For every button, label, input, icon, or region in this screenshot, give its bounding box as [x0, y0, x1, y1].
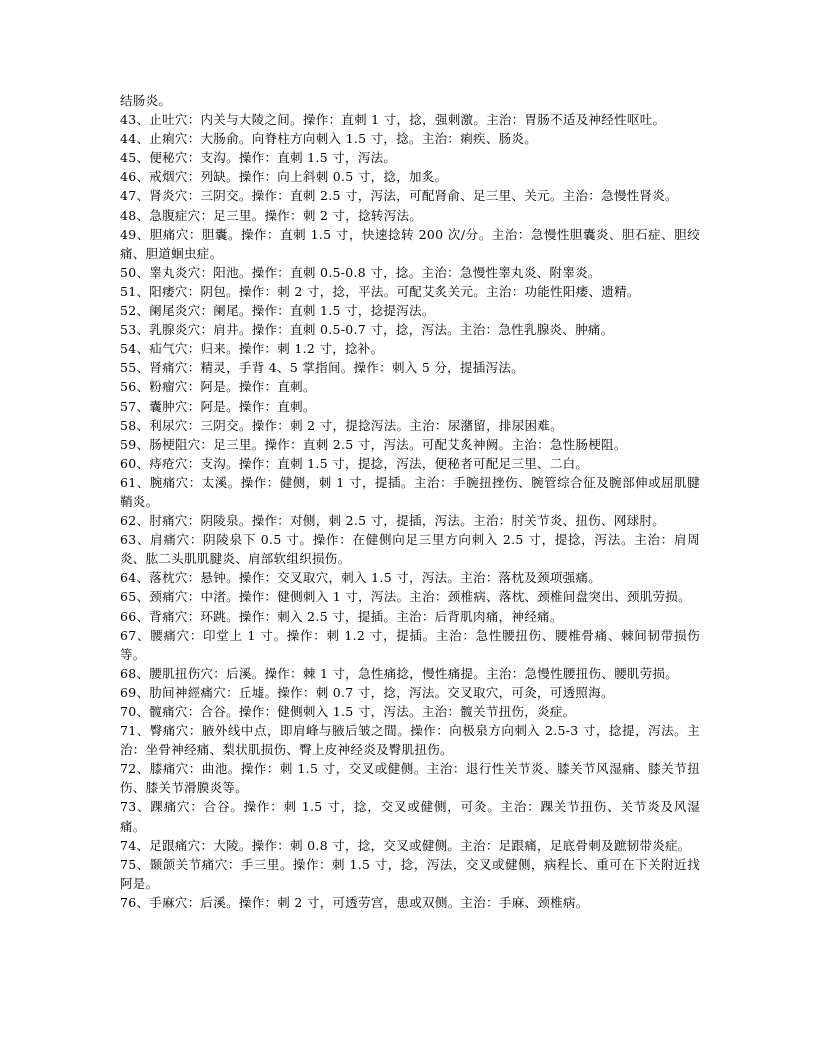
paragraph: 51、阳痿穴：阴包。操作：刺 2 寸，捻，平法。可配艾炙关元。主治：功能性阳痿、遗精。: [120, 283, 640, 299]
paragraph: 50、睾丸炎穴：阳池。操作：直刺 0.5-0.8 寸，捻。主治：急慢性睾丸炎、附睾炎。: [120, 264, 601, 280]
paragraph: 45、便秘穴：支沟。操作：直刺 1.5 寸，泻法。: [120, 150, 397, 166]
paragraph: 43、止吐穴：内关与大陵之间。操作：直刺 1 寸，捻，强刺激。主治：胃肠不适及神经性呕吐。: [120, 112, 666, 128]
paragraph: 57、囊肿穴：阿是。操作：直刺。: [120, 398, 316, 414]
paragraph: 55、肾痛穴：精灵，手背 4、5 掌指间。操作：刺入 5 分，提插泻法。: [120, 360, 524, 376]
paragraph: 67、腰痛穴：印堂上 1 寸。操作：刺 1.2 寸，提插。主治：急性腰扭伤、腰椎骨痛、棘间韧带损伤等。: [120, 627, 700, 662]
paragraph: 75、颞颌关节痛穴：手三里。操作：刺 1.5 寸，捻，泻法，交叉或健侧，病程长、重可在下关附近找阿是。: [120, 856, 700, 891]
paragraph: 48、急腹症穴：足三里。操作：刺 2 寸，捻转泻法。: [120, 207, 423, 223]
paragraph: 46、戒烟穴：列缺。操作：向上斜刺 0.5 寸，捻，加炙。: [120, 169, 448, 185]
paragraph: 56、粉瘤穴：阿是。操作：直刺。: [120, 379, 316, 395]
paragraph: 66、背痛穴：环跳。操作：刺入 2.5 寸，提插。主治：后背肌肉痛，神经痛。: [120, 608, 563, 624]
paragraph: 73、踝痛穴：合谷。操作：刺 1.5 寸，捻，交叉或健侧，可灸。主治：踝关节扭伤、关节炎及风湿痛。: [120, 799, 700, 834]
paragraph: 68、腰肌扭伤穴：后溪。操作：棘 1 寸，急性痛捻，慢性痛提。主治：急慢性腰扭伤、腰肌劳损。: [120, 665, 679, 681]
paragraph: 59、肠梗阻穴：足三里。操作：直刺 2.5 寸，泻法。可配艾炙神阙。主治：急性肠梗阻。: [120, 436, 627, 452]
paragraph: 47、肾炎穴：三阴交。操作：直刺 2.5 寸，泻法，可配肾俞、足三里、关元。主治：急慢性肾炎。: [120, 188, 678, 204]
paragraph: 76、手麻穴：后溪。操作：刺 2 寸，可透劳宫，患或双侧。主治：手麻、颈椎病。: [120, 894, 589, 910]
paragraph: 结肠炎。: [120, 93, 172, 108]
paragraph: 69、肋间神經痛穴：丘墟。操作：刺 0.7 寸，捻，泻法。交叉取穴，可灸，可透照海。: [120, 684, 614, 700]
document-page: [120, 91, 700, 912]
paragraph: 65、颈痛穴：中渚。操作：健侧刺入 1 寸，泻法。主治：颈椎病、落枕、颈椎间盘突出、颈肌劳损。: [120, 589, 691, 605]
paragraph: 49、胆痛穴：胆囊。操作：直刺 1.5 寸，快速捻转 200 次/分。主治：急慢性胆囊炎、胆石症、胆绞痛、胆道蛔虫症。: [120, 226, 700, 261]
paragraph: 54、疝气穴：归来。操作：刺 1.2 寸，捻补。: [120, 341, 384, 357]
paragraph: 60、痔疮穴：支沟。操作：直刺 1.5 寸，提捻，泻法，便秘者可配足三里、二白。: [120, 455, 589, 471]
paragraph: 53、乳腺炎穴：肩井。操作：直刺 0.5-0.7 寸，捻，泻法。主治：急性乳腺炎、肿痛。: [120, 322, 614, 338]
paragraph: 61、腕痛穴：太溪。操作：健侧，刺 1 寸，提插。主治：手腕扭挫伤、腕管综合征及腕部伸或屈肌腱鞘炎。: [120, 474, 700, 509]
paragraph: 63、肩痛穴：阴陵泉下 0.5 寸。操作：在健侧向足三里方向刺入 2.5 寸，提捻，泻法。主治：肩周炎、肱二头肌肌腱炎、肩部软组织损伤。: [120, 532, 700, 567]
paragraph: 44、止痢穴：大肠俞。向脊柱方向刺入 1.5 寸，捻。主治：痢疾、肠炎。: [120, 131, 538, 147]
paragraph: 58、利尿穴：三阴交。操作：刺 2 寸，提捻泻法。主治：尿潴留，排尿困难。: [120, 417, 563, 433]
paragraph: 71、臀痛穴：腋外线中点，即肩峰与腋后皱之間。操作：向极泉方向刺入 2.5-3 寸，捻提，泻法。主治：坐骨神经痛、梨状肌损伤、臀上皮神经炎及臀肌扭伤。: [120, 723, 700, 758]
paragraph: 72、膝痛穴：曲池。操作：刺 1.5 寸，交叉或健侧。主治：退行性关节炎、膝关节风湿痛、膝关节扭伤、膝关节滑膜炎等。: [120, 761, 700, 796]
paragraph: 70、髋痛穴：合谷。操作：健侧刺入 1.5 寸，泻法。主治：髋关节扭伤，炎症。: [120, 704, 576, 719]
paragraph: 64、落枕穴：悬钟。操作：交叉取穴，刺入 1.5 寸，泻法。主治：落枕及颈项强痛。: [120, 570, 602, 586]
paragraph: 62、肘痛穴：阴陵泉。操作：对侧，刺 2.5 寸，提插，泻法。主治：肘关节炎、扭伤、网球肘。: [120, 513, 666, 529]
paragraph: 74、足跟痛穴：大陵。操作：刺 0.8 寸，捻，交叉或健侧。主治：足跟痛，足底骨刺及蹠韧带炎症。: [120, 837, 691, 853]
paragraph: 52、阑尾炎穴：阑尾。操作：直刺 1.5 寸，捻提泻法。: [120, 303, 435, 319]
